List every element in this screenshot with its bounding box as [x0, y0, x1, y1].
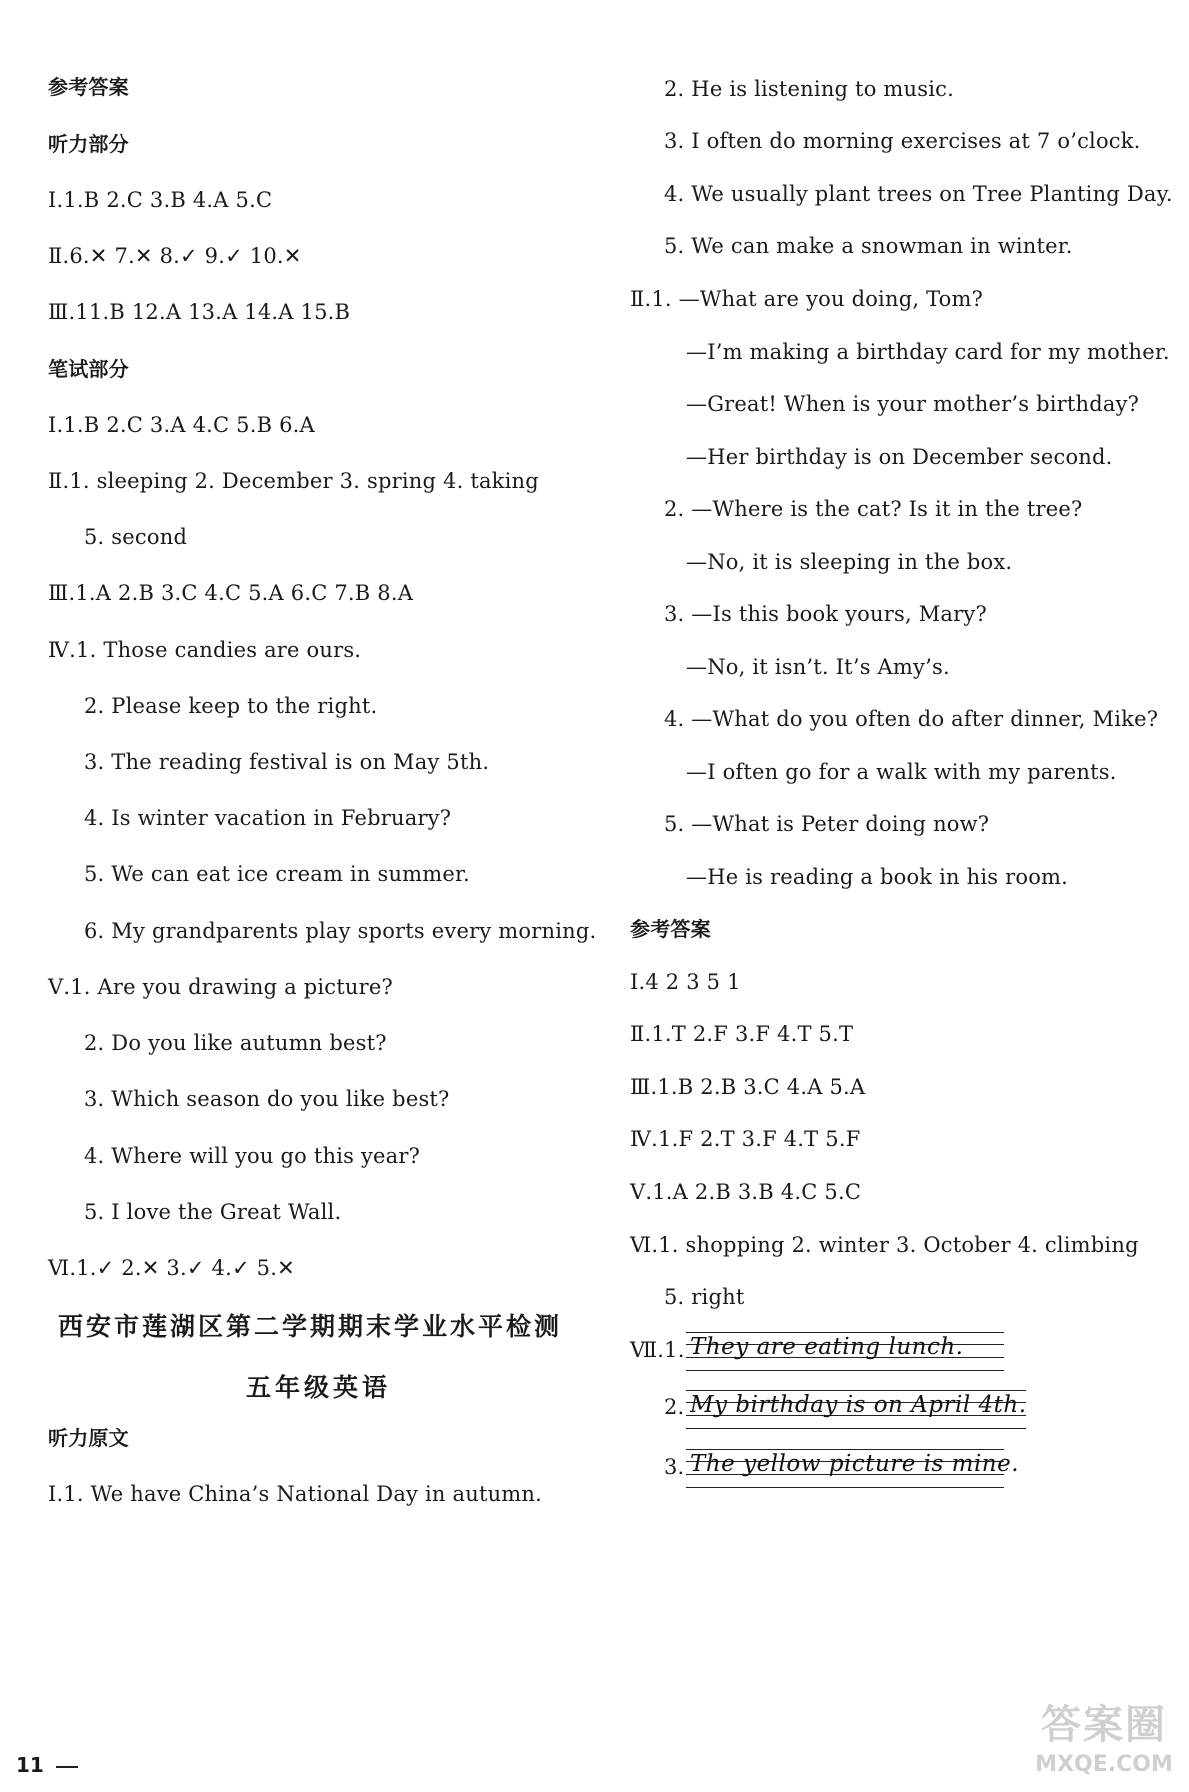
exam-title: 西安市莲湖区第二学期期末学业水平检测: [58, 1312, 563, 1341]
answer-vii-1-number: Ⅶ.1.: [630, 1338, 685, 1362]
answer-line-written-v-2: 2. Do you like autumn best?: [84, 1031, 387, 1055]
script-line-ii-4b: —I often go for a walk with my parents.: [686, 760, 1117, 784]
script-line-i-4: 4. We usually plant trees on Tree Planting Day.: [664, 182, 1173, 206]
answer-line-written-i: Ⅰ.1.B 2.C 3.A 4.C 5.B 6.A: [48, 413, 315, 437]
answer-vii-3-number: 3.: [664, 1455, 685, 1479]
writing-lines-3: [686, 1449, 1020, 1489]
handwritten-answer-1: They are eating lunch.: [690, 1334, 964, 1360]
answer-line-written-iv-5: 5. We can eat ice cream in summer.: [84, 862, 470, 886]
script-line-ii-1a: Ⅱ.1. —What are you doing, Tom?: [630, 287, 984, 311]
script-line-ii-2a: 2. —Where is the cat? Is it in the tree?: [664, 497, 1083, 521]
script-line-ii-3a: 3. —Is this book yours, Mary?: [664, 602, 987, 626]
answer-line-written-iii: Ⅲ.1.A 2.B 3.C 4.C 5.A 6.C 7.B 8.A: [48, 581, 414, 605]
script-line-ii-5b: —He is reading a book in his room.: [686, 865, 1069, 889]
answer-line-listening-ii: Ⅱ.6.✕ 7.✕ 8.✓ 9.✓ 10.✕: [48, 244, 302, 268]
section-heading-written: 笔试部分: [48, 357, 129, 381]
answer-line-written-v-3: 3. Which season do you like best?: [84, 1087, 450, 1111]
answer-line-listening-i: Ⅰ.1.B 2.C 3.B 4.A 5.C: [48, 188, 273, 212]
script-line-ii-3b: —No, it isn’t. It’s Amy’s.: [686, 655, 950, 679]
section-heading-answers: 参考答案: [48, 75, 129, 99]
script-line-ii-4a: 4. —What do you often do after dinner, Mike?: [664, 707, 1159, 731]
answer-line-iv: Ⅳ.1.F 2.T 3.F 4.T 5.F: [630, 1127, 861, 1151]
answer-line-vi: Ⅵ.1. shopping 2. winter 3. October 4. climbing: [630, 1233, 1139, 1257]
script-line-ii-1b: —I’m making a birthday card for my mother.: [686, 340, 1170, 364]
script-line-ii-5a: 5. —What is Peter doing now?: [664, 812, 990, 836]
handwritten-answer-2: My birthday is on April 4th.: [690, 1392, 1027, 1418]
answer-line-written-iv-4: 4. Is winter vacation in February?: [84, 806, 452, 830]
script-line-i-5: 5. We can make a snowman in winter.: [664, 234, 1073, 258]
section-heading-listening: 听力部分: [48, 132, 129, 156]
answer-line-written-iv-3: 3. The reading festival is on May 5th.: [84, 750, 490, 774]
watermark-url: MXQE.COM: [1035, 1752, 1173, 1777]
script-line-ii-1d: —Her birthday is on December second.: [686, 445, 1113, 469]
exam-subtitle: 五年级英语: [246, 1373, 392, 1402]
script-line-i-1: Ⅰ.1. We have China’s National Day in autumn.: [48, 1482, 543, 1506]
page-number-dash: [56, 1766, 78, 1768]
answer-line-written-v-5: 5. I love the Great Wall.: [84, 1200, 342, 1224]
answer-line-written-iv-1: Ⅳ.1. Those candies are ours.: [48, 638, 362, 662]
section-heading-script: 听力原文: [48, 1426, 129, 1450]
answer-line-listening-iii: Ⅲ.11.B 12.A 13.A 14.A 15.B: [48, 300, 351, 324]
script-line-ii-1c: —Great! When is your mother’s birthday?: [686, 392, 1140, 416]
answer-line-written-ii: Ⅱ.1. sleeping 2. December 3. spring 4. taking: [48, 469, 539, 493]
writing-lines-2: [686, 1390, 1026, 1430]
writing-lines-1: [686, 1332, 1004, 1372]
answer-line-v: Ⅴ.1.A 2.B 3.B 4.C 5.C: [630, 1180, 862, 1204]
answer-line-written-iv-6: 6. My grandparents play sports every morning.: [84, 919, 597, 943]
handwritten-answer-3: The yellow picture is mine.: [690, 1451, 1020, 1477]
answer-line-written-iv-2: 2. Please keep to the right.: [84, 694, 378, 718]
answer-line-written-vi: Ⅵ.1.✓ 2.✕ 3.✓ 4.✓ 5.✕: [48, 1256, 295, 1280]
answer-line-i: Ⅰ.4 2 3 5 1: [630, 970, 741, 994]
script-line-i-3: 3. I often do morning exercises at 7 o’clock.: [664, 129, 1141, 153]
answer-line-iii: Ⅲ.1.B 2.B 3.C 4.A 5.A: [630, 1075, 866, 1099]
page-number: 11: [16, 1753, 44, 1777]
section-heading-answers-2: 参考答案: [630, 917, 711, 941]
answer-vii-2-number: 2.: [664, 1395, 685, 1419]
script-line-i-2: 2. He is listening to music.: [664, 77, 954, 101]
answer-line-vi-cont: 5. right: [664, 1285, 745, 1309]
answer-line-ii: Ⅱ.1.T 2.F 3.F 4.T 5.T: [630, 1022, 854, 1046]
watermark-logo-text: 答案圈: [1041, 1702, 1167, 1748]
script-line-ii-2b: —No, it is sleeping in the box.: [686, 550, 1013, 574]
answer-line-written-ii-cont: 5. second: [84, 525, 188, 549]
answer-line-written-v-1: Ⅴ.1. Are you drawing a picture?: [48, 975, 393, 999]
answer-line-written-v-4: 4. Where will you go this year?: [84, 1144, 421, 1168]
watermark-logo: [1024, 1700, 1184, 1788]
